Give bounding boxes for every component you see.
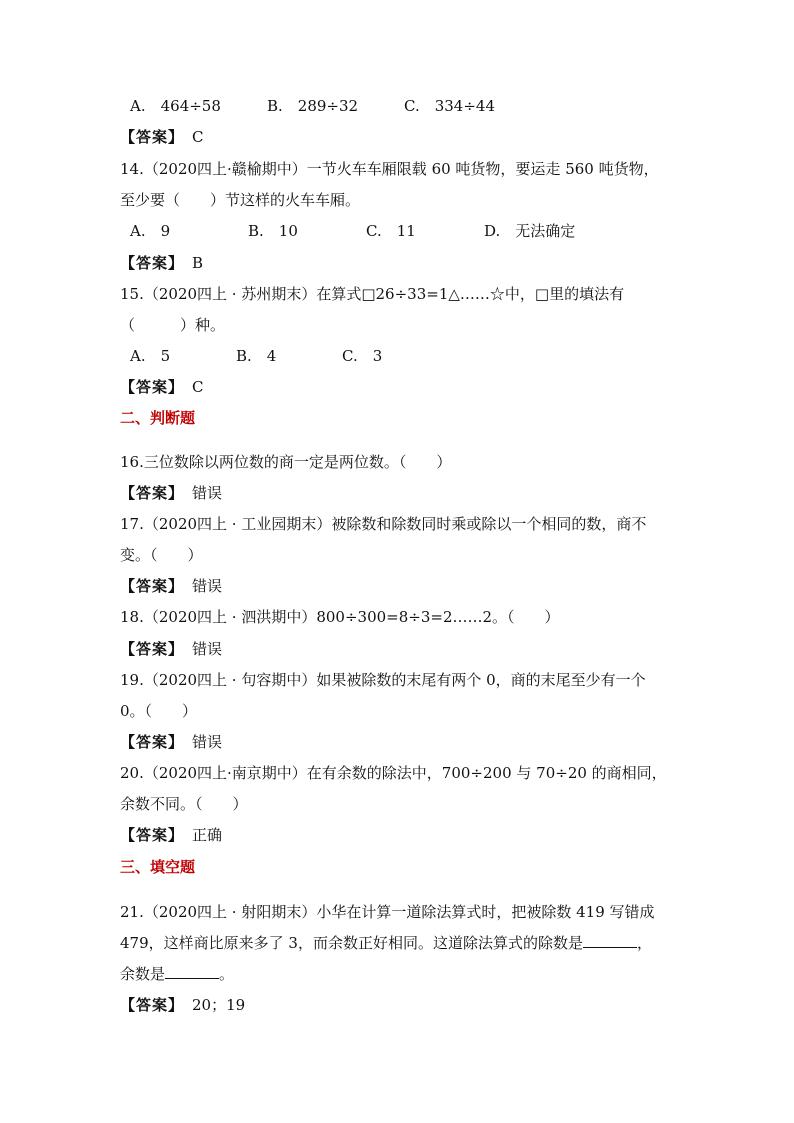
q19-text-line1: 19.（2020四上 · 句容期中）如果被除数的末尾有两个 0，商的末尾至少有一个	[120, 671, 646, 689]
answer-tag: 【答案】	[120, 733, 185, 751]
q15-text-line2: （ ）种。	[120, 316, 226, 334]
q17-answer	[120, 576, 222, 596]
q14-answer	[120, 253, 203, 273]
q21-text-line1: 21.（2020四上 · 射阳期末）小华在计算一道除法算式时，把被除数 419 写错成	[120, 903, 655, 921]
answer-value: B	[192, 254, 204, 272]
answer-tag: 【答案】	[120, 378, 185, 396]
q21-text-line2-part2: ，	[636, 934, 652, 952]
answer-tag: 【答案】	[120, 128, 185, 146]
answer-value: 错误	[192, 733, 223, 751]
q14-text-line2: 至少要（ ）节这样的火车车厢。	[120, 191, 361, 209]
q21-answer	[120, 995, 245, 1015]
answer-tag: 【答案】	[120, 577, 185, 595]
q18-answer	[120, 639, 222, 659]
answer-value: C	[192, 128, 204, 146]
answer-value: 错误	[192, 484, 223, 502]
answer-value: 错误	[192, 577, 223, 595]
q14-option-d: D. 无法确定	[484, 222, 576, 240]
q13-options	[130, 96, 495, 116]
q15-option-b: B. 4	[236, 347, 277, 365]
q18-text-line1: 18.（2020四上 · 泗洪期中）800÷300=8÷3=2……2。（ ）	[120, 608, 560, 626]
q20-text-line2: 余数不同。（ ）	[120, 795, 248, 813]
q15-option-a: A. 5	[130, 347, 171, 365]
q21-text-line3	[120, 964, 234, 984]
q13-option-c: C. 334÷44	[404, 97, 495, 115]
answer-tag: 【答案】	[120, 254, 185, 272]
q13-option-a: A. 464÷58	[130, 97, 221, 115]
q14-options	[130, 221, 575, 241]
q21-text-line3-part1: 余数是	[120, 965, 166, 983]
q20-answer	[120, 825, 222, 845]
q14-option-c: C. 11	[366, 222, 416, 240]
q20-text-line1: 20.（2020四上·南京期中）在有余数的除法中，700÷200 与 70÷20 的商相同，	[120, 764, 667, 782]
q13-answer	[120, 127, 204, 147]
q17-text-line1: 17.（2020四上 · 工业园期末）被除数和除数同时乘或除以一个相同的数，商不	[120, 515, 647, 533]
divisor-blank	[583, 933, 637, 948]
q16-answer	[120, 483, 222, 503]
section-heading-fill-blank: 三、填空题	[120, 858, 196, 876]
q15-option-c: C. 3	[342, 347, 383, 365]
answer-value: 错误	[192, 640, 223, 658]
answer-tag: 【答案】	[120, 826, 185, 844]
q14-option-a: A. 9	[130, 222, 171, 240]
section-heading-judgement: 二、判断题	[120, 409, 196, 427]
q14-text-line1: 14.（2020四上·赣榆期中）一节火车车厢限载 60 吨货物，要运走 560 吨货物，	[120, 160, 659, 178]
q16-text-line1: 16.三位数除以两位数的商一定是两位数。（ ）	[120, 453, 452, 471]
answer-value: 20；19	[192, 996, 246, 1014]
q15-options	[130, 346, 382, 366]
q14-option-b: B. 10	[248, 222, 298, 240]
answer-tag: 【答案】	[120, 996, 185, 1014]
q15-answer	[120, 377, 204, 397]
answer-value: 正确	[192, 826, 223, 844]
q19-text-line2: 0。（ ）	[120, 702, 198, 720]
q19-answer	[120, 732, 222, 752]
answer-tag: 【答案】	[120, 640, 185, 658]
answer-value: C	[192, 378, 204, 396]
answer-tag: 【答案】	[120, 484, 185, 502]
q21-text-line2	[120, 933, 652, 953]
q15-text-line1: 15.（2020四上 · 苏州期末）在算式□26÷33=1△……☆中，□里的填法有	[120, 285, 625, 303]
remainder-blank	[165, 964, 219, 979]
q13-option-b: B. 289÷32	[267, 97, 359, 115]
q17-text-line2: 变。（ ）	[120, 546, 203, 564]
q21-text-line2-part1: 479，这样商比原来多了 3，而余数正好相同。这道除法算式的除数是	[120, 934, 583, 952]
q21-text-line3-part2: 。	[219, 965, 235, 983]
